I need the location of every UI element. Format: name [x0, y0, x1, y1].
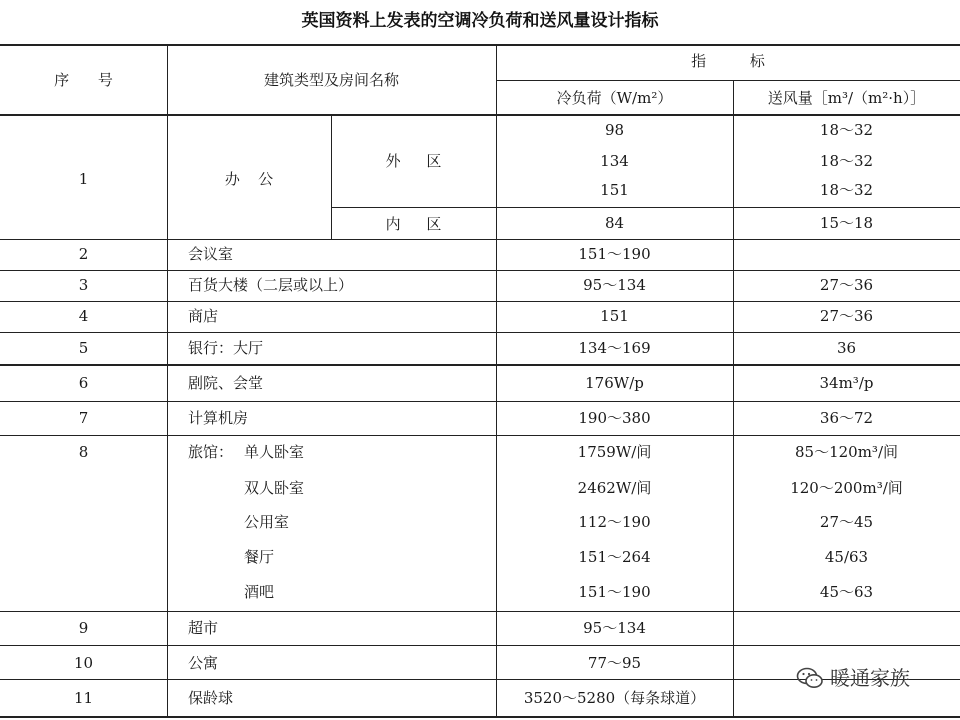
- row-number: 2: [78, 245, 89, 263]
- header-indicator: 指 标: [691, 52, 765, 70]
- cooling-value: 151～190: [578, 583, 651, 601]
- row-divider: [0, 611, 960, 612]
- office-inner-zone-divider: [331, 207, 960, 208]
- cooling-value: 1759W/间: [577, 443, 652, 461]
- row-divider: [0, 645, 960, 646]
- cooling-value: 95～134: [583, 276, 646, 294]
- building-name: 计算机房: [188, 409, 249, 427]
- row-divider: [0, 435, 960, 436]
- watermark: [796, 664, 946, 694]
- row-number: 1: [78, 170, 89, 188]
- header-seq: 序 号: [54, 71, 113, 89]
- cooling-value: 151～190: [578, 245, 651, 263]
- cooling-value: 151: [600, 307, 629, 325]
- airflow-value: 120～200m³/间: [790, 479, 903, 497]
- airflow-value: 15～18: [819, 214, 874, 232]
- zone-name: 外 区: [385, 152, 442, 170]
- building-name: 银行：大厅: [188, 339, 264, 357]
- cooling-value: 134～169: [578, 339, 651, 357]
- row-number: 5: [78, 339, 89, 357]
- header-building: 建筑类型及房间名称: [263, 71, 399, 89]
- building-name: 保龄球: [188, 689, 234, 707]
- building-name-prefix: 旅馆：: [188, 443, 234, 461]
- airflow-value: 45～63: [819, 583, 874, 601]
- building-name: 办 公: [224, 170, 274, 188]
- cooling-value: 134: [600, 152, 629, 170]
- row-divider: [0, 332, 960, 333]
- airflow-value: 27～36: [819, 276, 874, 294]
- row-divider: [0, 301, 960, 302]
- airflow-value: 27～36: [819, 307, 874, 325]
- building-name: 商店: [188, 307, 219, 325]
- cooling-value: 176W/p: [585, 374, 644, 392]
- cooling-value: 190～380: [578, 409, 651, 427]
- row-number: 11: [73, 689, 94, 707]
- room-name: 公用室: [244, 513, 290, 531]
- cooling-value: 112～190: [578, 513, 651, 531]
- building-name: 会议室: [188, 245, 234, 263]
- row-number: 3: [78, 276, 89, 294]
- room-name: 双人卧室: [244, 479, 305, 497]
- row-divider: [0, 364, 960, 366]
- cooling-value: 3520～5280（每条球道）: [523, 689, 706, 707]
- cooling-value: 84: [604, 214, 625, 232]
- header-subdivider: [496, 80, 960, 81]
- table-title: 英国资料上发表的空调冷负荷和送风量设计指标: [301, 11, 659, 31]
- room-name: 酒吧: [244, 583, 275, 601]
- airflow-value: 18～32: [819, 181, 874, 199]
- table-bottom-border: [0, 716, 960, 718]
- cooling-value: 77～95: [587, 654, 642, 672]
- wechat-icon: [796, 666, 824, 690]
- row-number: 10: [73, 654, 94, 672]
- building-name: 超市: [188, 619, 219, 637]
- cooling-value: 98: [604, 121, 625, 139]
- cooling-value: 151: [600, 181, 629, 199]
- header-cooling-load: 冷负荷（W/m²）: [556, 89, 673, 107]
- airflow-value: 27～45: [819, 513, 874, 531]
- airflow-value: 36: [836, 339, 857, 357]
- building-name: 公寓: [188, 654, 219, 672]
- row-divider: [0, 270, 960, 271]
- row-number: 8: [78, 443, 89, 461]
- room-name: 餐厅: [244, 548, 275, 566]
- airflow-value: 36～72: [819, 409, 874, 427]
- column-divider: [733, 80, 734, 717]
- airflow-value: 18～32: [819, 152, 874, 170]
- cooling-value: 95～134: [583, 619, 646, 637]
- room-name: 单人卧室: [244, 443, 305, 461]
- airflow-value: 45/63: [824, 548, 869, 566]
- cooling-value: 2462W/间: [577, 479, 652, 497]
- building-name: 百货大楼（二层或以上）: [188, 276, 354, 294]
- airflow-value: 18～32: [819, 121, 874, 139]
- building-name: 剧院、会堂: [188, 374, 264, 392]
- header-airflow: 送风量［m³/（m²·h）］: [767, 89, 926, 107]
- row-number: 7: [78, 409, 89, 427]
- row-number: 6: [78, 374, 89, 392]
- table-top-border: [0, 44, 960, 46]
- row-divider: [0, 239, 960, 240]
- column-divider: [167, 44, 168, 717]
- airflow-value: 34m³/p: [819, 374, 874, 392]
- airflow-value: 85～120m³/间: [794, 443, 898, 461]
- zone-name: 内 区: [385, 215, 442, 233]
- row-number: 4: [78, 307, 89, 325]
- row-number: 9: [78, 619, 89, 637]
- watermark-text: 暖通家族: [830, 666, 910, 690]
- cooling-value: 151～264: [578, 548, 651, 566]
- header-bottom-border: [0, 114, 960, 116]
- row-divider: [0, 401, 960, 402]
